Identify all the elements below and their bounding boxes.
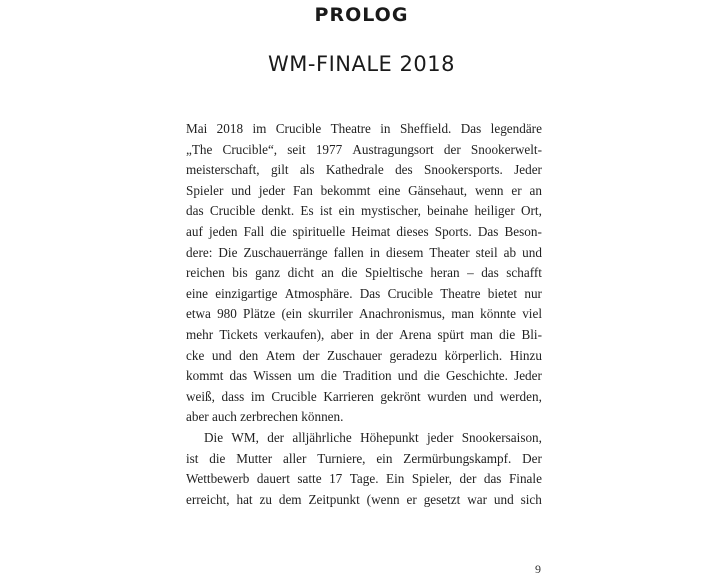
text-line: ist die Mutter aller Turniere, ein Zermürbungskampf. Der — [186, 450, 542, 466]
text-line: Wettbewerb dauert satte 17 Tage. Ein Spieler, der das Finale — [186, 471, 542, 487]
text-line: Die WM, der alljährliche Höhepunkt jeder Snookersaison, — [204, 429, 542, 445]
section-heading-prolog: PROLOG — [314, 4, 409, 26]
text-line: Spieler und jeder Fan bekommt eine Gänsehaut, wenn er an — [186, 182, 542, 198]
text-line: Mai 2018 im Crucible Theatre in Sheffield. Das legendäre — [186, 121, 542, 136]
text-line: eine einzigartige Atmosphäre. Das Crucible Theatre bietet nur — [186, 285, 542, 301]
text-line: aber auch zerbrechen können. — [186, 409, 344, 425]
text-line: weiß, dass im Crucible Karrieren gekrönt wurden und werden, — [186, 388, 542, 404]
body-text — [186, 119, 542, 510]
text-line: cke und den Atem der Zuschauer geradezu körperlich. Hinzu — [186, 347, 542, 363]
text-line: kommt das Wissen um die Tradition und die Geschichte. Jeder — [186, 368, 542, 384]
text-line: dere: Die Zuschauerränge fallen in diesem Theater steil ab und — [186, 244, 542, 260]
text-line: meisterschaft, gilt als Kathedrale des Snookersports. Jeder — [186, 162, 542, 178]
page-number: 9 — [535, 562, 541, 576]
text-line: etwa 980 Plätze (ein skurriler Anachronismus, man könnte viel — [186, 306, 542, 322]
text-line: erreicht, hat zu dem Zeitpunkt (wenn er gesetzt war und sich — [186, 491, 542, 507]
paragraph-2 — [186, 428, 542, 510]
text-line: das Crucible denkt. Es ist ein mystischer, beinahe heiliger Ort, — [186, 203, 542, 219]
text-line: reichen bis ganz dicht an die Spieltische heran – das schafft — [186, 265, 542, 281]
text-line: „The Crucible“, seit 1977 Austragungsort der Snookerwelt- — [186, 141, 542, 157]
text-line: mehr Tickets verkaufen), aber in der Arena spürt man die Bli- — [186, 326, 542, 342]
text-line: auf jeden Fall die spirituelle Heimat dieses Sports. Das Beson- — [186, 223, 542, 239]
chapter-title: WM-FINALE 2018 — [268, 52, 455, 76]
paragraph-1 — [186, 119, 542, 428]
